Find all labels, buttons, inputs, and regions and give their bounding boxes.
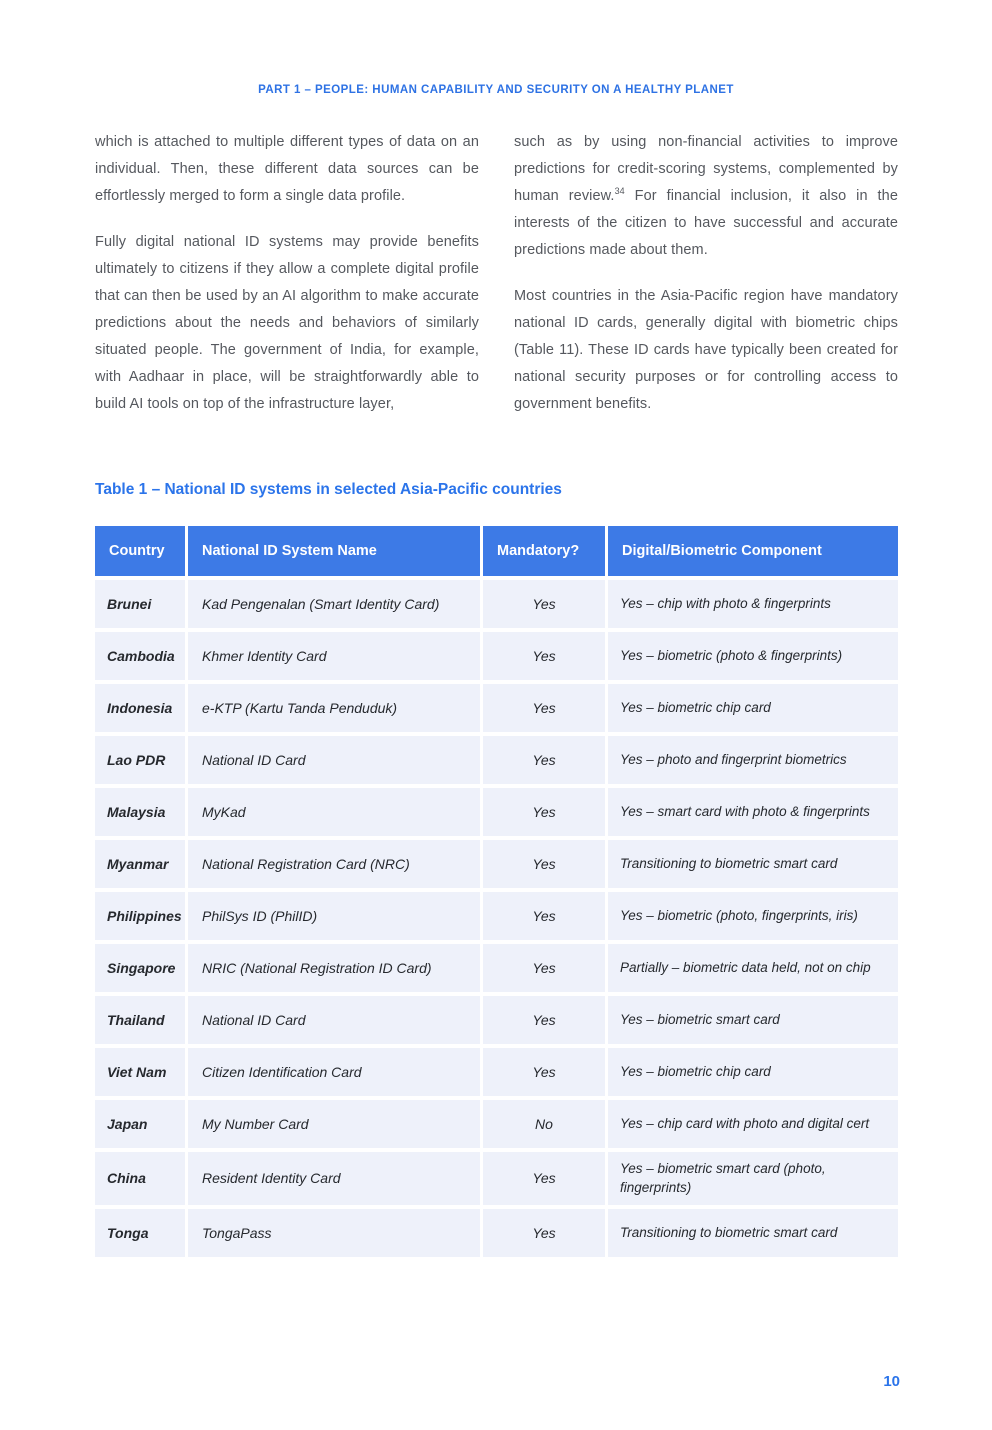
cell-system: TongaPass <box>188 1209 480 1257</box>
column-header-component: Digital/Biometric Component <box>608 526 898 576</box>
footnote-reference: 34 <box>614 186 625 197</box>
cell-system: My Number Card <box>188 1100 480 1148</box>
cell-system: MyKad <box>188 788 480 836</box>
national-id-table <box>95 526 898 1257</box>
cell-country: Singapore <box>95 944 185 992</box>
cell-country: Viet Nam <box>95 1048 185 1096</box>
cell-component: Transitioning to biometric smart card <box>608 840 898 888</box>
cell-component: Yes – photo and fingerprint biometrics <box>608 736 898 784</box>
cell-mandatory: No <box>483 1100 605 1148</box>
cell-mandatory: Yes <box>483 944 605 992</box>
cell-component: Yes – biometric smart card (photo, fingerprints) <box>608 1152 898 1205</box>
cell-component: Yes – smart card with photo & fingerprints <box>608 788 898 836</box>
cell-country: Malaysia <box>95 788 185 836</box>
cell-system: National ID Card <box>188 736 480 784</box>
cell-mandatory: Yes <box>483 840 605 888</box>
cell-mandatory: Yes <box>483 684 605 732</box>
cell-component: Transitioning to biometric smart card <box>608 1209 898 1257</box>
cell-component: Yes – biometric (photo & fingerprints) <box>608 632 898 680</box>
paragraph: which is attached to multiple different types of data on an individual. Then, these different data sources can be effortlessly merged to form a single data profile. <box>95 134 479 204</box>
left-column <box>95 129 479 437</box>
cell-component: Yes – biometric (photo, fingerprints, iris) <box>608 892 898 940</box>
cell-country: Japan <box>95 1100 185 1148</box>
cell-system: National Registration Card (NRC) <box>188 840 480 888</box>
cell-country: Tonga <box>95 1209 185 1257</box>
cell-country: Lao PDR <box>95 736 185 784</box>
paragraph-text: such as by using non-financial activities to improve predictions for credit-scoring systems, complemented by human review. <box>514 134 898 204</box>
cell-mandatory: Yes <box>483 736 605 784</box>
cell-mandatory: Yes <box>483 996 605 1044</box>
cell-mandatory: Yes <box>483 632 605 680</box>
cell-country: China <box>95 1152 185 1205</box>
cell-mandatory: Yes <box>483 1152 605 1205</box>
column-header-country: Country <box>95 526 185 576</box>
table-title: Table 1 – National ID systems in selected Asia-Pacific countries <box>95 480 562 498</box>
cell-country: Brunei <box>95 580 185 628</box>
paragraph <box>514 129 898 264</box>
cell-system: Citizen Identification Card <box>188 1048 480 1096</box>
paragraph: Fully digital national ID systems may provide benefits ultimately to citizens if they allow a complete digital profile that can then be used by an AI algorithm to make accurate predictions about the needs and behaviors of similarly situated people. The government of India, for example, with Aadhaar in place, will be straightforwardly able to build AI tools on top of the infrastructure layer, <box>95 233 479 412</box>
cell-system: NRIC (National Registration ID Card) <box>188 944 480 992</box>
cell-mandatory: Yes <box>483 788 605 836</box>
cell-country: Indonesia <box>95 684 185 732</box>
running-header: PART 1 – PEOPLE: HUMAN CAPABILITY AND SECURITY ON A HEALTHY PLANET <box>258 84 734 96</box>
page-number: 10 <box>883 1373 900 1390</box>
cell-system: Resident Identity Card <box>188 1152 480 1205</box>
cell-system: Kad Pengenalan (Smart Identity Card) <box>188 580 480 628</box>
cell-mandatory: Yes <box>483 1048 605 1096</box>
cell-country: Philippines <box>95 892 185 940</box>
cell-system: Khmer Identity Card <box>188 632 480 680</box>
cell-component: Yes – biometric chip card <box>608 684 898 732</box>
column-header-system-name: National ID System Name <box>188 526 480 576</box>
cell-component: Yes – biometric chip card <box>608 1048 898 1096</box>
cell-mandatory: Yes <box>483 892 605 940</box>
paragraph-text: For financial inclusion, it also in the interests of the citizen to have successful and accurate predictions made about them. <box>514 187 898 258</box>
cell-component: Yes – chip with photo & fingerprints <box>608 580 898 628</box>
cell-component: Partially – biometric data held, not on chip <box>608 944 898 992</box>
cell-system: PhilSys ID (PhilID) <box>188 892 480 940</box>
paragraph: Most countries in the Asia-Pacific region have mandatory national ID cards, generally digital with biometric chips (Table 11). These ID cards have typically been created for national security purposes or for controlling access to government benefits. <box>514 287 898 412</box>
cell-mandatory: Yes <box>483 1209 605 1257</box>
cell-system: National ID Card <box>188 996 480 1044</box>
cell-mandatory: Yes <box>483 580 605 628</box>
cell-country: Cambodia <box>95 632 185 680</box>
cell-system: e-KTP (Kartu Tanda Penduduk) <box>188 684 480 732</box>
cell-component: Yes – chip card with photo and digital cert <box>608 1100 898 1148</box>
cell-country: Myanmar <box>95 840 185 888</box>
cell-component: Yes – biometric smart card <box>608 996 898 1044</box>
cell-country: Thailand <box>95 996 185 1044</box>
body-text-columns <box>95 129 898 437</box>
column-header-mandatory: Mandatory? <box>483 526 605 576</box>
right-column <box>514 129 898 437</box>
